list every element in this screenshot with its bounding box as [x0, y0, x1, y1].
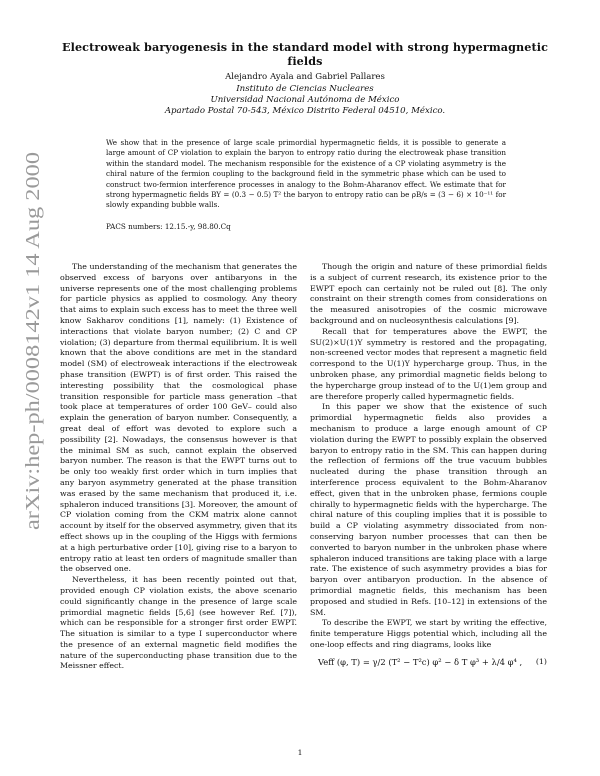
paragraph: The understanding of the mechanism that generates the observed excess of baryons over antibaryons in the universe represents one of the most challenging problems for particle physics as applied to cosmology. Any theory that aims to explain such excess has to meet the three well know Sakharov conditions [1], namely: (1) Existence of interactions that violate baryon number; (2) C and CP violation; (3) departure from thermal equilibrium. It is well known that the above conditions are met in the standard model (SM) of electroweak interactions if the electroweak phase transition (EWPT) is of first order. This raised the interesting possibility that the cosmological phase transition responsible for particle mass generation –that took place at temperatures of order 100 GeV– could also explain the generation of baryon number. Consequently, a great deal of effort was devoted to explore such a possibility [2]. Nowadays, the consensus however is that the minimal SM as such, cannot explain the observed baryon number. The reason is that the EWPT turns out to be only too weakly first order which in turn implies that any baryon asymmetry generated at the phase transition was erased by the same mechanism that produced it, i.e. sphaleron induced transitions [3]. Moreover, the amount of CP violation coming from the CKM matrix alone cannot account by itself for the observed asymmetry, given that its effect shows up in the coupling of the Higgs with fermions at a high perturbative order [10], giving rise to a baryon to entropy ratio at least ten orders of magnitude smaller than the observed one.	[60, 262, 297, 574]
arxiv-side-label	[12, 150, 48, 530]
paragraph: To describe the EWPT, we start by writing the effective, finite temperature Higgs potential which, including all the one-loop effects and ring diagrams, looks like	[310, 618, 547, 649]
paragraph: Recall that for temperatures above the EWPT, the SU(2)×U(1)Y symmetry is restored and the propagating, non-screened vector modes that represent a magnetic field correspond to the U(1)Y hypercharge group. Thus, in the unbroken phase, any primordial magnetic fields belong to the hypercharge group instead of to the U(1)em group and are therefore properly called hypermagnetic fields.	[310, 326, 547, 401]
left-column	[60, 262, 297, 672]
affiliation-institute: Instituto de Ciencias Nucleares	[236, 84, 374, 94]
paper-title: Electroweak baryogenesis in the standard model with strong hypermagnetic fields	[61, 40, 549, 68]
arxiv-identifier: arXiv:hep-ph/0008142v1 14 Aug 2000	[23, 227, 44, 530]
abstract: We show that in the presence of large scale primordial hypermagnetic fields, it is possible to generate a large amount of CP violation to explain the baryon to entropy ratio during the electroweak phase transition within the standard model. The mechanism responsible for the existence of a CP violating asymmetry is the chiral nature of the fermion coupling to the background field in the symmetric phase which can be used to construct two-fermion interference processes in analogy to the Bohm-Aharanov effect. We estimate that for strong hypermagnetic fields BY = (0.3 − 0.5) T² the baryon to entropy ratio can be ρB/s = (3 − 6) × 10⁻¹¹ for slowly expanding bubble walls.	[106, 138, 506, 210]
page-number: 1	[297, 748, 303, 757]
paragraph: In this paper we show that the existence of such primordial hypermagnetic fields also provides a mechanism to produce a large enough amount of CP violation during the EWPT to possibly explain the observed baryon to entropy ratio in the SM. This can happen during the reflection of fermions off the true vacuum bubbles nucleated during the phase transition through an interference process equivalent to the Bohm-Aharanov effect, given that in the unbroken phase, fermions couple chirally to hypermagnetic fields with the hypercharge. The chiral nature of this coupling implies that it is possible to build a CP violating asymmetry dissociated from non-conserving baryon number processes that can then be converted to baryon number in the unbroken phase where sphaleron induced transitions are taking place with a large rate. The existence of such asymmetry provides a bias for baryon over antibaryon production. In the absence of primordial magnetic fields, this mechanism has been proposed and studied in Refs. [10–12] in extensions of the SM.	[310, 402, 547, 617]
affiliation-address: Apartado Postal 70-543, México Distrito Federal 04510, México.	[164, 106, 446, 116]
affiliation-university: Universidad Nacional Autónoma de México	[210, 95, 400, 105]
paragraph: Nevertheless, it has been recently pointed out that, provided enough CP violation exists, the above scenario could significantly change in the presence of large scale primordial magnetic fields [5,6] (see however Ref. [7]), which can be responsible for a stronger first order EWPT. The situation is similar to a type I superconductor where the presence of an external magnetic field modifies the nature of the superconducting phase transition due to the Meissner effect.	[60, 575, 297, 671]
paragraph: Though the origin and nature of these primordial fields is a subject of current research, its existence prior to the EWPT epoch can certainly not be ruled out [8]. The only constraint on their strength comes from considerations on the measured anisotropies of the cosmic microwave background and on nucleosynthesis calculations [9].	[310, 262, 547, 325]
pacs-numbers: PACS numbers: 12.15.-y, 98.80.Cq	[106, 222, 231, 231]
equation-number: (1)	[535, 656, 547, 666]
right-column	[310, 262, 547, 667]
equation-1	[310, 657, 547, 668]
author-names: Alejandro Ayala and Gabriel Pallares	[225, 72, 385, 82]
equation-body: Veff (φ, T) = γ/2 (T² − T²c) φ² − δ T φ³ + λ/4 φ⁴ ,	[318, 656, 523, 667]
author-block	[60, 72, 550, 117]
